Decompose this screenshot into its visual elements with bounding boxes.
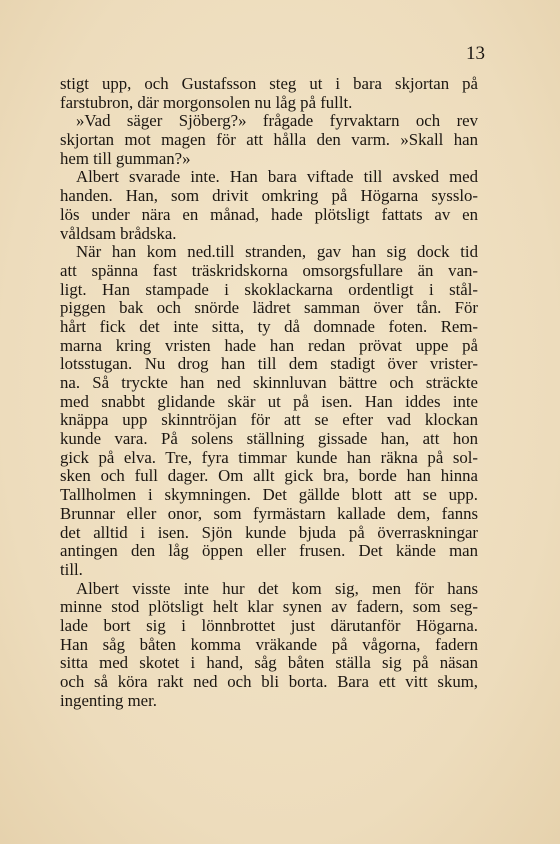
- text-line: ligt. Han stampade i skoklackarna ordentligt i stål-: [60, 279, 478, 299]
- text-line: kunde vara. På solens ställning gissade han, att hon: [60, 429, 478, 449]
- text-line: piggen bak och snörde lädret samman över tån. För: [60, 298, 478, 318]
- text-line: att spänna fast träskridskorna omsorgsfullare än van-: [60, 260, 478, 280]
- page-number: 13: [466, 43, 485, 64]
- text-line: skjortan mot magen för att hålla den varm. »Skall han: [60, 130, 478, 150]
- text-line: och så köra rakt ned och bli borta. Bara ett vitt skum,: [60, 672, 478, 691]
- text-line: Han såg båten komma vräkande på vågorna, fadern: [60, 634, 478, 654]
- text-line: antingen den låg öppen eller frusen. Det kände man: [60, 541, 478, 561]
- text-line: gick på elva. Tre, fyra timmar kunde han räkna på sol-: [60, 447, 478, 467]
- text-line: Tallholmen i skymningen. Det gällde blott att se upp.: [60, 485, 478, 505]
- text-line: Albert visste inte hur det kom sig, men för hans: [76, 578, 478, 598]
- text-line: handen. Han, som drivit omkring på Högarna sysslo-: [60, 186, 478, 206]
- text-line: knäppa upp skinntröjan för att se efter vad klockan: [60, 410, 478, 430]
- text-line: sken och full dager. Om allt gick bra, borde han hinna: [60, 466, 478, 486]
- text-line: hem till gumman?»: [60, 148, 191, 168]
- text-line: till.: [60, 559, 83, 579]
- text-line: det alltid i isen. Sjön kunde bjuda på överraskningar: [60, 522, 478, 542]
- text-line: ingenting mer.: [60, 690, 157, 710]
- text-line: Brunnar eller onor, som fyrmästarn kallade dem, fanns: [60, 503, 478, 523]
- text-line: Albert svarade inte. Han bara viftade till avsked med: [76, 167, 478, 187]
- text-line: na. Så tryckte han ned skinnluvan bättre och sträckte: [60, 373, 478, 392]
- text-line: stigt upp, och Gustafsson steg ut i bara skjortan på: [60, 74, 478, 93]
- text-line: sitta med skotet i hand, såg båten ställa sig på näsan: [60, 653, 478, 673]
- text-line: marna kring vristen hade han redan prövat uppe på: [60, 335, 478, 355]
- text-line: lös under nära en månad, hade plötsligt fattats av en: [60, 204, 478, 224]
- text-line: »Vad säger Sjöberg?» frågade fyrvaktarn och rev: [76, 111, 478, 131]
- text-line: hårt fick det inte sitta, ty då domnade foten. Rem-: [60, 316, 478, 336]
- text-line: lotsstugan. Nu drog han till dem stadigt över vrister-: [60, 354, 478, 374]
- text-line: När han kom ned.till stranden, gav han sig dock tid: [76, 242, 478, 262]
- body-text: [60, 75, 478, 710]
- text-line: lade bort sig i lönnbrottet just därutanför Högarna.: [60, 615, 478, 635]
- text-line: med snabbt glidande skär ut på isen. Han iddes inte: [60, 391, 478, 411]
- text-line: minne stod plötsligt helt klar synen av fadern, som seg-: [60, 597, 478, 617]
- text-line: farstubron, där morgonsolen nu låg på fullt.: [60, 92, 353, 112]
- text-line: våldsam brådska.: [60, 223, 177, 243]
